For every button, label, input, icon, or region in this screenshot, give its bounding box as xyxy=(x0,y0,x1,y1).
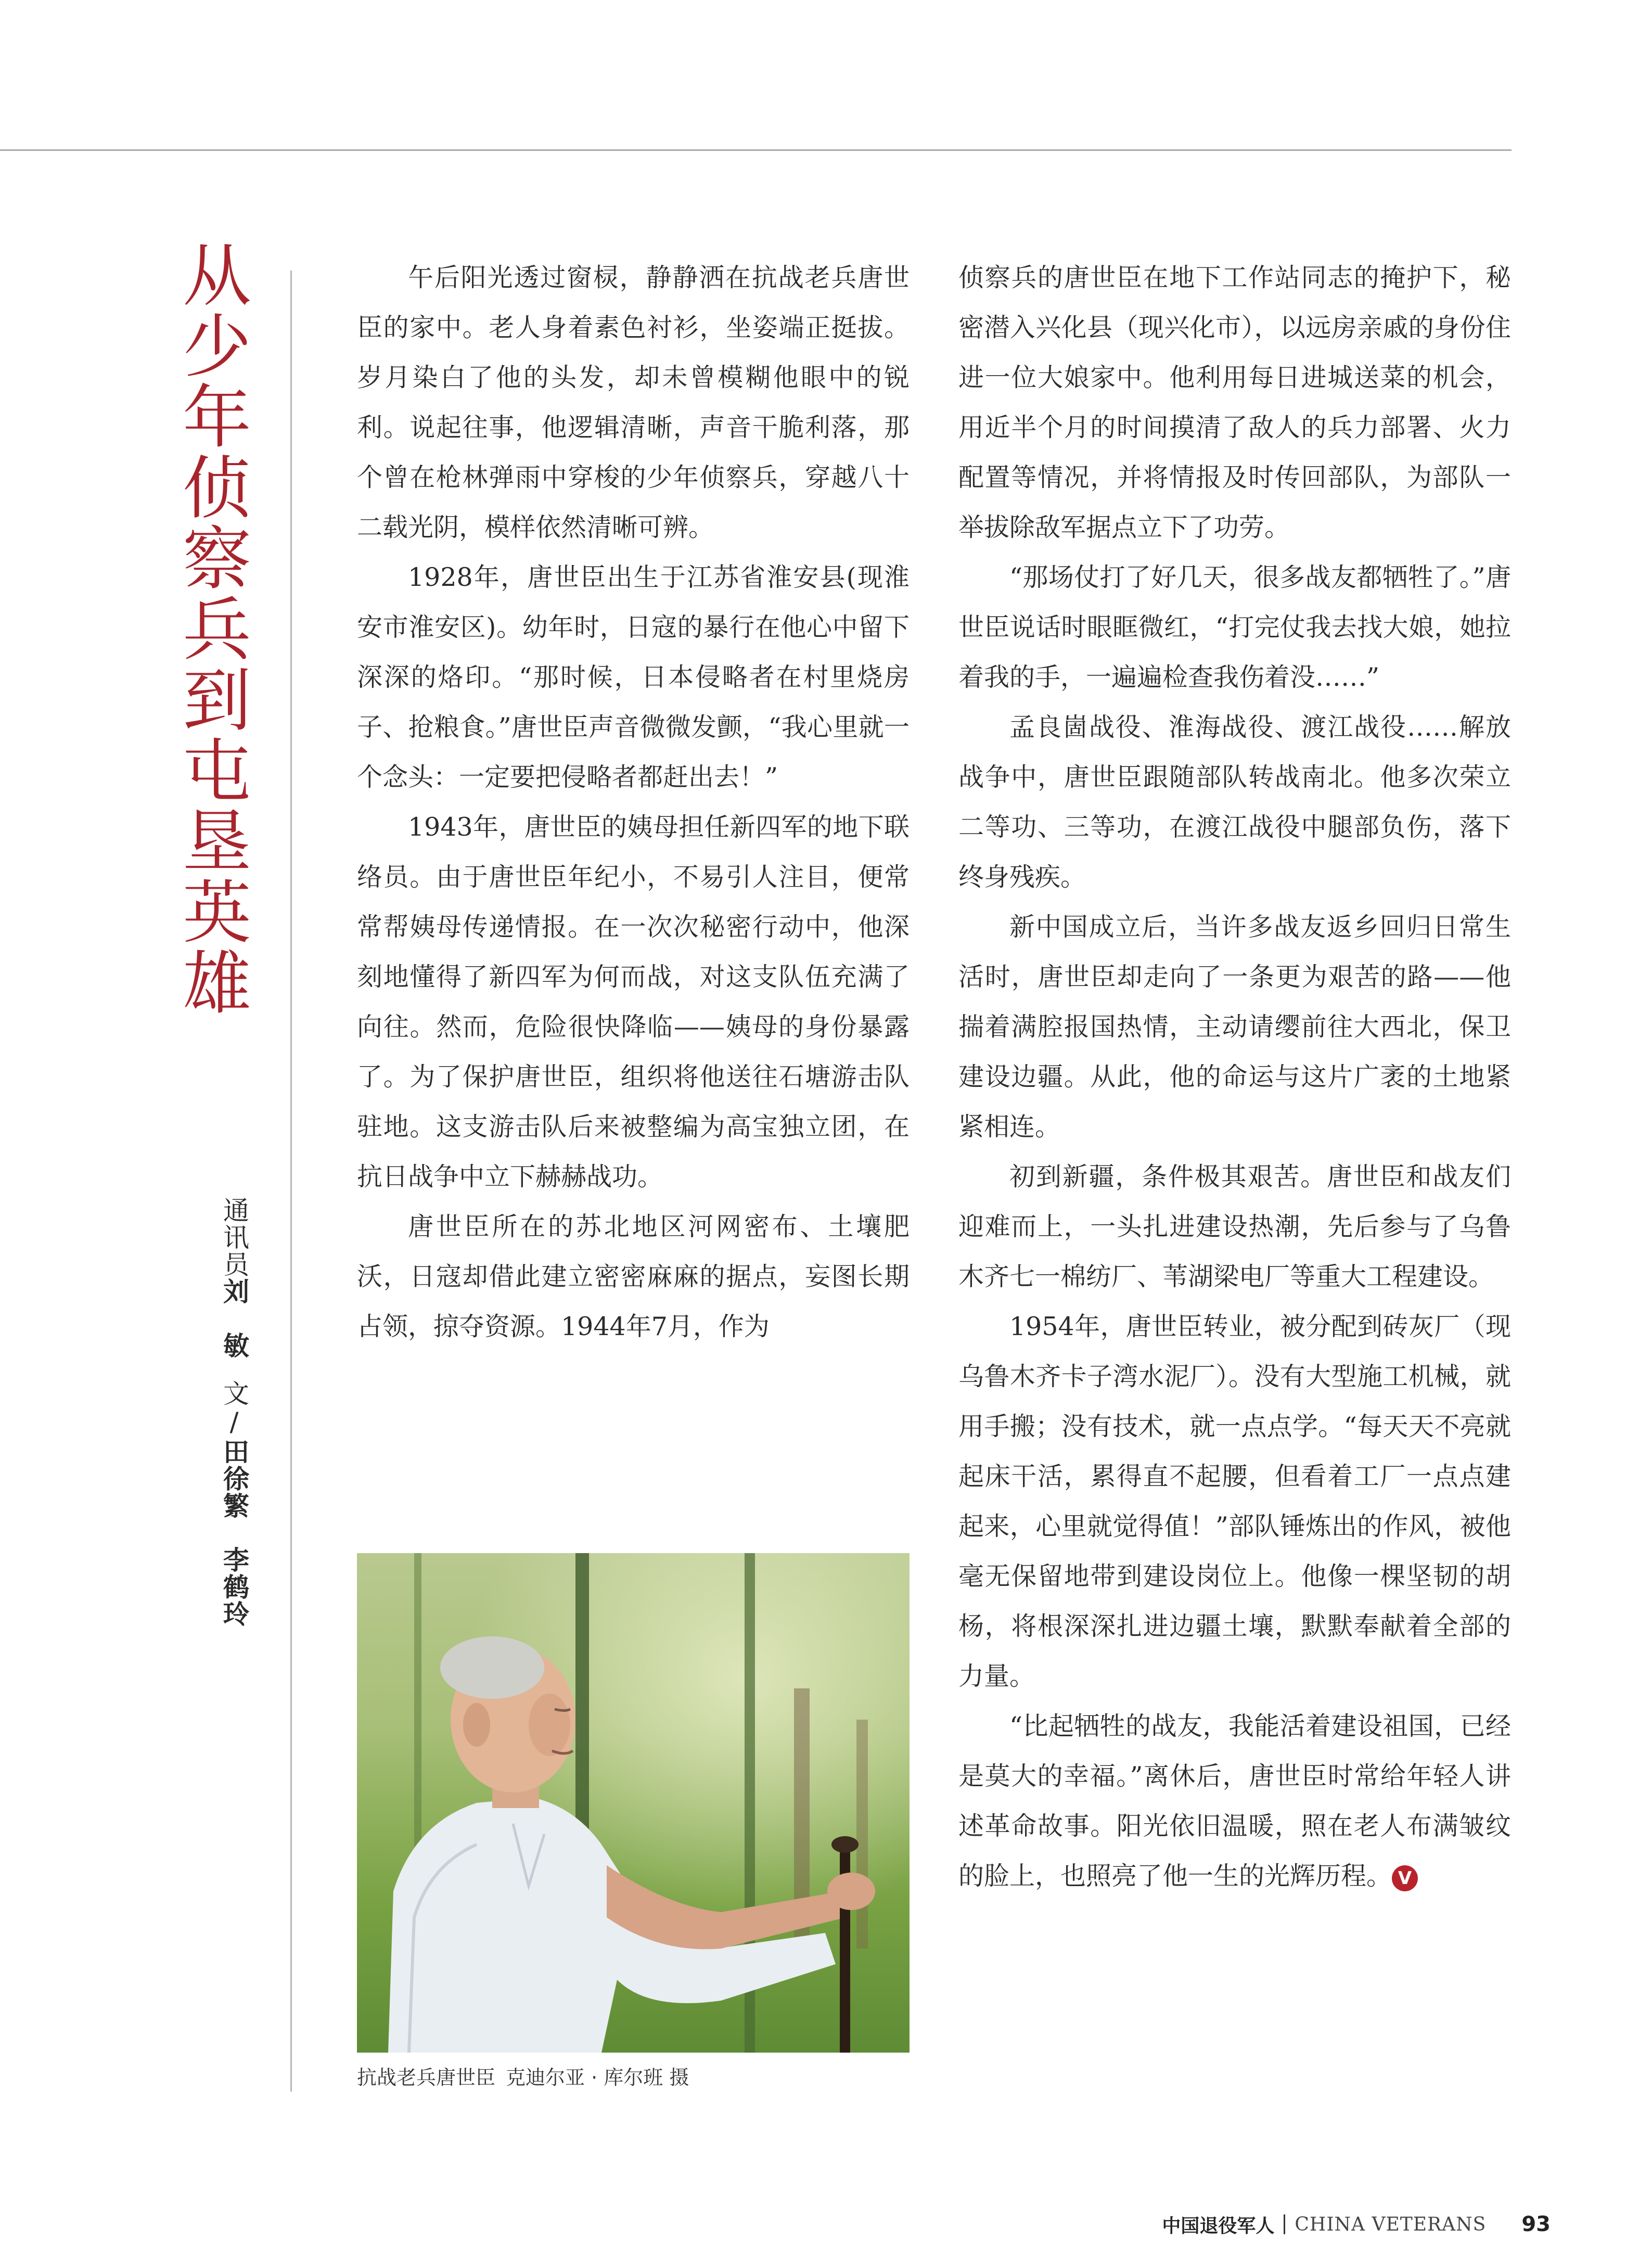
caption-text: 抗战老兵唐世臣 xyxy=(357,2066,496,2089)
page-footer xyxy=(1162,2209,1551,2240)
footer-separator xyxy=(1284,2214,1285,2234)
veteran-illustration xyxy=(357,1553,910,2053)
page-number: 93 xyxy=(1521,2212,1551,2236)
article-title: 从少年侦察兵到屯垦英雄 xyxy=(171,239,251,1018)
paragraph-continued: 侦察兵的唐世臣在地下工作站同志的掩护下，秘密潜入兴化县（现兴化市），以远房亲戚的身份住进一位大娘家中。他利用每日进城送菜的机会，用近半个月的时间摸清了敌人的兵力部署、火力配置等情况，并将情报及时传回部队，为部队一举拔除敌军据点立下了功劳。 xyxy=(958,263,1511,542)
paragraph: 1954年，唐世臣转业，被分配到砖灰厂（现乌鲁木齐卡子湾水泥厂）。没有大型施工机械，就用手搬；没有技术，就一点点学。“每天天不亮就起床干活，累得直不起腰，但看着工厂一点点建起来，心里就觉得值！”部队锤炼出的作风，被他毫无保留地带到建设岗位上。他像一棵坚韧的胡杨，将根深深扎进边疆土壤，默默奉献着全部的力量。 xyxy=(958,1312,1511,1691)
paragraph: “那场仗打了好几天，很多战友都牺牲了。”唐世臣说话时眼眶微红，“打完仗我去找大娘，她拉着我的手，一遍遍检查我伤着没……” xyxy=(958,562,1511,692)
paragraph: 1928年，唐世臣出生于江苏省淮安县(现淮安市淮安区)。幼年时，日寇的暴行在他心中留下深深的烙印。“那时候，日本侵略者在村里烧房子、抢粮食。”唐世臣声音微微发颤，“我心里就一个念头：一定要把侵略者都赶出去！” xyxy=(357,562,910,792)
paragraph: 1943年，唐世臣的姨母担任新四军的地下联络员。由于唐世臣年纪小，不易引人注目，便常常帮姨母传递情报。在一次次秘密行动中，他深刻地懂得了新四军为何而战，对这支队伍充满了向往。然而，危险很快降临——姨母的身份暴露了。为了保护唐世臣，组织将他送往石塘游击队驻地。这支游击队后来被整编为高宝独立团，在抗日战争中立下赫赫战功。 xyxy=(357,812,910,1192)
header-rule xyxy=(0,149,1512,151)
photo-credit: 克迪尔亚 · 库尔班 摄 xyxy=(506,2066,689,2089)
veteran-photo xyxy=(357,1553,910,2053)
byline-author-1: 刘 敏 xyxy=(219,1278,249,1359)
magazine-name-cn: 中国退役军人 xyxy=(1162,2215,1275,2237)
paragraph-final xyxy=(958,1701,1511,1901)
paragraph: 孟良崮战役、淮海战役、渡江战役……解放战争中，唐世臣跟随部队转战南北。他多次荣立二等功、三等功，在渡江战役中腿部负伤，落下终身残疾。 xyxy=(958,712,1511,892)
byline-author-2: 田徐繁 李鹤玲 xyxy=(219,1438,249,1628)
paragraph: 初到新疆，条件极其艰苦。唐世臣和战友们迎难而上，一头扎进建设热潮，先后参与了乌鲁木齐七一棉纺厂、苇湖梁电厂等重大工程建设。 xyxy=(958,1162,1511,1291)
body-column-left xyxy=(357,253,910,1352)
byline xyxy=(200,1197,263,1665)
photo-caption xyxy=(357,2063,929,2092)
title-divider xyxy=(290,271,292,2092)
magazine-name-en: CHINA VETERANS xyxy=(1295,2213,1487,2235)
byline-role-correspondent: 通讯员 xyxy=(219,1197,249,1278)
body-column-right xyxy=(958,253,1511,1901)
paragraph: 唐世臣所在的苏北地区河网密布、土壤肥沃，日寇却借此建立密密麻麻的据点，妄图长期占领，掠夺资源。1944年7月，作为 xyxy=(357,1212,910,1341)
final-text: “比起牺牲的战友，我能活着建设祖国，已经是莫大的幸福。”离休后，唐世臣时常给年轻人讲述革命故事。阳光依旧温暖，照在老人布满皱纹的脸上，也照亮了他一生的光辉历程。 xyxy=(958,1711,1511,1891)
byline-role-writer: 文/ xyxy=(219,1380,249,1438)
end-mark-icon: V xyxy=(1392,1865,1418,1891)
paragraph: 新中国成立后，当许多战友返乡回归日常生活时，唐世臣却走向了一条更为艰苦的路——他揣着满腔报国热情，主动请缨前往大西北，保卫建设边疆。从此，他的命运与这片广袤的土地紧紧相连。 xyxy=(958,912,1511,1142)
paragraph: 午后阳光透过窗棂，静静洒在抗战老兵唐世臣的家中。老人身着素色衬衫，坐姿端正挺拔。岁月染白了他的头发，却未曾模糊他眼中的锐利。说起往事，他逻辑清晰，声音干脆利落，那个曾在枪林弹雨中穿梭的少年侦察兵，穿越八十二载光阴，模样依然清晰可辨。 xyxy=(357,263,910,542)
